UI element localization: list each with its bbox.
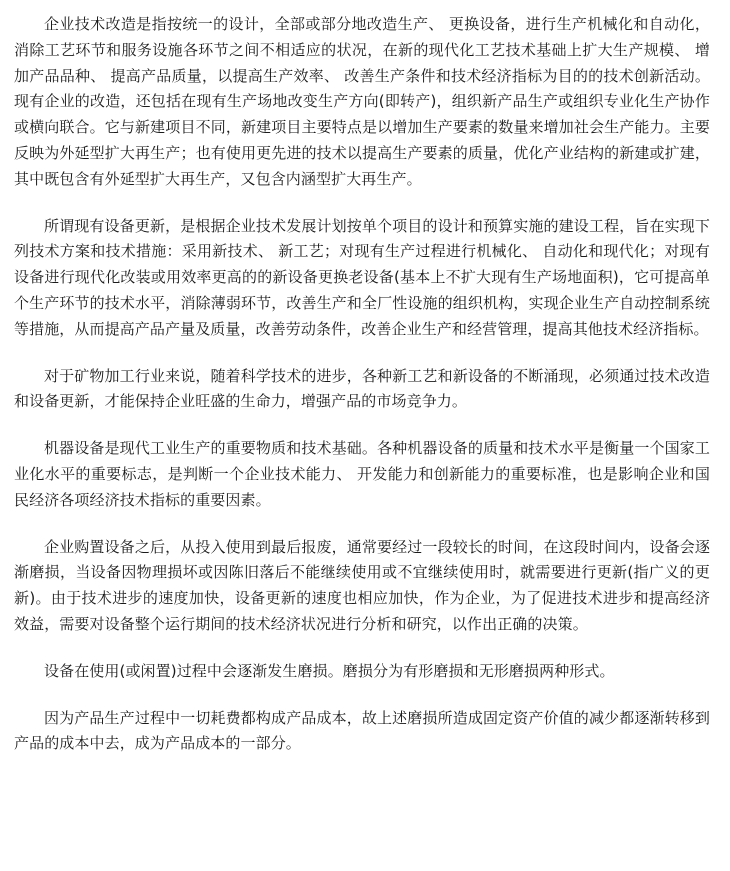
paragraph-wear-types: 设备在使用(或闲置)过程中会逐渐发生磨损。磨损分为有形磨损和无形磨损两种形式。 [44, 661, 615, 680]
paragraph-equipment-lifecycle: 企业购置设备之后，从投入使用到最后报废，通常要经过一段较长的时间，在这段时间内，设备会逐渐磨损，当设备因物理损坏或因陈旧落后不能继续使用或不宜继续使用时，就需要进行更新(指广义的更新)。由于技术进步的速度加快，设备更新的速度也相应加快，作为企业，为了促进技术进步和提高经济效益，需要对设备整个运行期间的技术经济状况进行分析和研究，以作出正确的决策。 [14, 537, 710, 633]
paragraph-product-cost: 因为产品生产过程中一切耗费都构成产品成本，故上述磨损所造成固定资产价值的减少都逐渐转移到产品的成本中去，成为产品成本的一部分。 [14, 708, 710, 753]
paragraph-technical-transformation: 企业技术改造是指按统一的设计，全部或部分地改造生产、 更换设备，进行生产机械化和自动化，消除工艺环节和服务设施各环节之间不相适应的状况，在新的现代化工艺技术基础上扩大生产规模、 增加产品品种、 提高产品质量，以提高生产效率、 改善生产条件和技术经济指标为目的的技术创新活动。现有企业的改造，还包括在现有生产场地改变生产方向(即转产)，组织新产品生产或组织专业化生产协作或横向联合。它与新建项目不同，新建项目主要特点是以增加生产要素的数量来增加社会生产能力。主要反映为外延型扩大再生产；也有使用更先进的技术以提高生产要素的质量，优化产业结构的新建或扩建，其中既包含有外延型扩大再生产，又包含内涵型扩大再生产。 [14, 15, 710, 188]
paragraph-mineral-processing: 对于矿物加工行业来说，随着科学技术的进步，各种新工艺和新设备的不断涌现，必须通过技术改造和设备更新，才能保持企业旺盛的生命力，增强产品的市场竞争力。 [14, 366, 710, 411]
paragraph-equipment-renewal: 所谓现有设备更新，是根据企业技术发展计划按单个项目的设计和预算实施的建设工程，旨在实现下列技术方案和技术措施：采用新技术、 新工艺；对现有生产过程进行机械化、 自动化和现代化；对现有设备进行现代化改装或用效率更高的的新设备更换老设备(基本上不扩大现有生产场地面积)，它可提高单个生产环节的技术水平，消除薄弱环节，改善生产和全厂性设施的组织机构，实现企业生产自动控制系统等措施，从而提高产品产量及质量，改善劳动条件，改善企业生产和经营管理，提高其他技术经济指标。 [14, 216, 710, 338]
paragraph-machinery-foundation: 机器设备是现代工业生产的重要物质和技术基础。各种机器设备的质量和技术水平是衡量一个国家工业化水平的重要标志，是判断一个企业技术能力、 开发能力和创新能力的重要标准，也是影响企业和国民经济各项经济技术指标的重要因素。 [14, 439, 710, 509]
